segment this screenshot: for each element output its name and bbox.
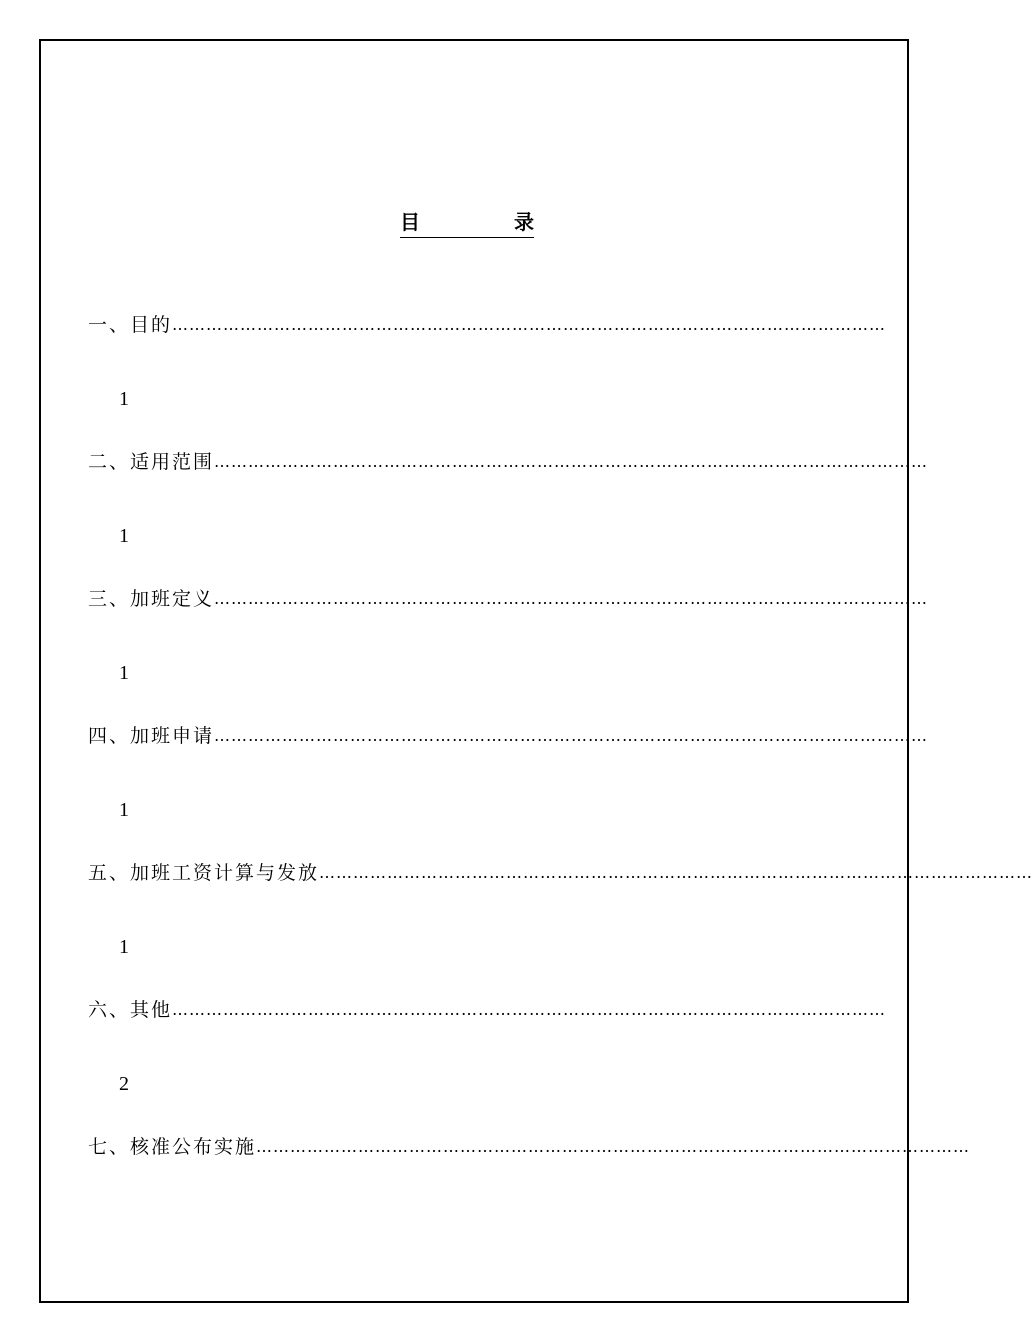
toc-page-number: 1	[119, 936, 129, 958]
toc-entry[interactable]	[88, 310, 887, 340]
toc-page-number: 1	[119, 525, 129, 547]
toc-entry[interactable]	[88, 721, 929, 751]
toc-entry[interactable]	[88, 584, 929, 614]
toc-entry-label: 一、目的	[88, 314, 173, 336]
toc-entry[interactable]	[88, 858, 1033, 888]
toc-dot-leader: ………………………………………………………………………………………………………………	[214, 452, 929, 471]
toc-dot-leader: ………………………………………………………………………………………………………………	[256, 1137, 971, 1156]
toc-dot-leader: ………………………………………………………………………………………………………………	[214, 589, 929, 608]
toc-dot-leader: ………………………………………………………………………………………………………………	[172, 1000, 887, 1019]
toc-entry[interactable]	[88, 995, 887, 1025]
toc-entry[interactable]	[88, 447, 929, 477]
toc-title-char-2: 录	[514, 210, 534, 234]
toc-entry-label: 六、其他	[88, 999, 173, 1021]
toc-title-char-1: 目	[400, 210, 420, 234]
toc-page-number: 1	[119, 662, 129, 684]
toc-entry-label: 七、核准公布实施	[88, 1136, 257, 1158]
toc-entry-label: 五、加班工资计算与发放	[88, 862, 320, 884]
toc-dot-leader: ………………………………………………………………………………………………………………	[172, 315, 887, 334]
toc-page-number: 1	[119, 388, 129, 410]
toc-dot-leader: ………………………………………………………………………………………………………………	[214, 726, 929, 745]
toc-page-number: 1	[119, 799, 129, 821]
toc-entry-label: 二、适用范围	[88, 451, 215, 473]
toc-entry-label: 四、加班申请	[88, 725, 215, 747]
toc-page-number: 2	[119, 1073, 129, 1095]
toc-entry-label: 三、加班定义	[88, 588, 215, 610]
toc-dot-leader: ………………………………………………………………………………………………………………	[319, 863, 1033, 882]
toc-title	[400, 208, 534, 238]
toc-entry[interactable]	[88, 1132, 971, 1162]
